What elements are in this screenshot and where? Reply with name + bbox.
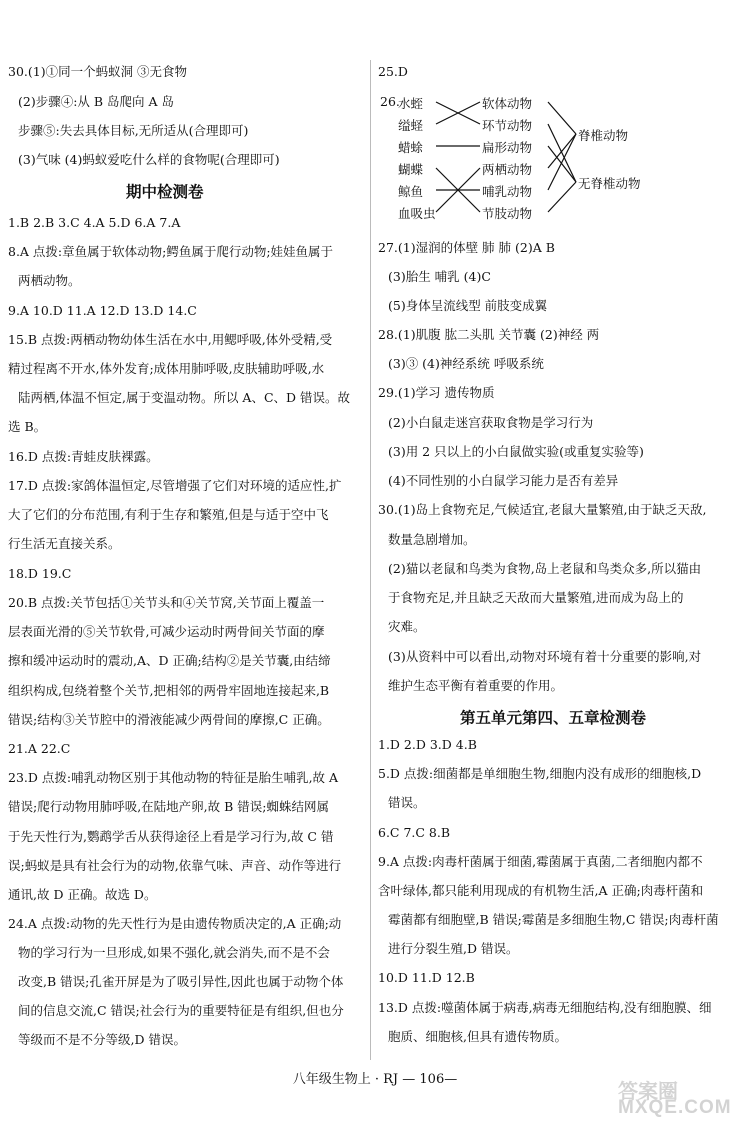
answer-line: 错误;爬行动物用肺呼吸,在陆地产卵,故 B 错误;蜘蛛结网属 [8,799,330,814]
watermark-url: MXQE.COM [618,1097,732,1118]
answer-line: (2)小白鼠走迷宫获取食物是学习行为 [388,415,594,430]
answer-line: 通讯,故 D 正确。故选 D。 [8,887,157,902]
answer-line: 5.D 点拨:细菌都是单细胞生物,细胞内没有成形的细胞核,D [378,766,702,781]
answer-line: 9.A 10.D 11.A 12.D 13.D 14.C [8,303,197,318]
q30-line1: 30.(1)①同一个蚂蚁洞 ③无食物 [8,64,188,79]
answer-line: 1.D 2.D 3.D 4.B [378,737,477,752]
answer-line: (3)从资料中可以看出,动物对环境有着十分重要的影响,对 [388,649,702,664]
answer-line: 等级而不是不分等级,D 错误。 [18,1032,186,1047]
answer-line: 18.D 19.C [8,566,72,581]
answer-line: (5)身体呈流线型 前肢变成翼 [388,298,548,313]
q26-animal-label: 蜡蜍 [398,140,424,155]
answer-line: 于食物充足,并且缺乏天敌而大量繁殖,进而成为岛上的 [388,590,684,605]
q26-animal-label: 蝴蝶 [398,162,424,177]
midterm-title: 期中检测卷 [126,182,204,201]
q26-group-label: 哺乳动物 [482,184,533,199]
answer-line: (3)胎生 哺乳 (4)C [388,269,491,284]
answer-line: 错误。 [388,795,426,810]
answer-line: 错误;结构③关节腔中的滑液能减少两骨间的摩擦,C 正确。 [8,712,330,727]
answer-line: 23.D 点拨:哺乳动物区别于其他动物的特征是胎生哺乳,故 A [8,770,339,785]
answer-line: (3)③ (4)神经系统 呼吸系统 [388,356,544,371]
answer-line: 1.B 2.B 3.C 4.A 5.D 6.A 7.A [8,215,181,230]
q30-line2: (2)步骤④:从 B 岛爬向 A 岛 [18,94,175,109]
q26-connector [548,124,576,182]
watermark-text: 答案圈 [618,1081,678,1103]
q26-connector [548,182,576,212]
answer-line: 数量急剧增加。 [388,532,476,547]
q26-group-label: 软体动物 [482,96,533,111]
column-divider [370,60,371,1060]
answer-line: 选 B。 [8,419,47,434]
unit-test-title: 第五单元第四、五章检测卷 [460,708,647,727]
answer-line: 两栖动物。 [18,273,81,288]
answer-line: 维护生态平衡有着重要的作用。 [388,678,564,693]
answer-line: 29.(1)学习 遗传物质 [378,385,495,400]
answer-line: 改变,B 错误;孔雀开屏是为了吸引异性,因此也属于动物个体 [18,974,344,989]
answer-line: 8.A 点拨:章鱼属于软体动物;鳄鱼属于爬行动物;娃娃鱼属于 [8,244,334,259]
answer-line: 16.D 点拨:青蛙皮肤裸露。 [8,449,159,464]
q26-group-label: 环节动物 [482,118,533,133]
answer-line: 间的信息交流,C 错误;社会行为的重要特征是有组织,但也分 [18,1003,344,1018]
answer-line: 9.A 点拨:肉毒杆菌属于细菌,霉菌属于真菌,二者细胞内都不 [378,854,703,869]
q26-connector-lines [378,92,738,232]
q26-group-label: 节肢动物 [482,206,533,221]
answer-line: 27.(1)湿润的体壁 肺 肺 (2)A B [378,240,555,255]
answer-line: 6.C 7.C 8.B [378,825,451,840]
answer-line: 于先天性行为,鹦鹉学舌从获得途径上看是学习行为,故 C 错 [8,829,334,844]
q26-group-label: 两栖动物 [482,162,533,177]
answer-line: 行生活无直接关系。 [8,536,121,551]
answer-line: 30.(1)岛上食物充足,气候适宜,老鼠大量繁殖,由于缺乏天敌, [378,502,707,517]
answer-line: 进行分裂生殖,D 错误。 [388,941,519,956]
answer-line: 陆两栖,体温不恒定,属于变温动物。所以 A、C、D 错误。故 [18,390,351,405]
q26-animal-label: 缢蛏 [398,118,424,133]
answer-line: 物的学习行为一旦形成,如果不强化,就会消失,而不是不会 [18,945,330,960]
answer-line: 13.D 点拨:噬菌体属于病毒,病毒无细胞结构,没有细胞膜、细 [378,1000,712,1015]
answer-line: 28.(1)肌腹 肱二头肌 关节囊 (2)神经 两 [378,327,600,342]
q26-label: 26. [380,94,400,109]
q26-matching-diagram [378,92,738,232]
answer-line: 20.B 点拨:关节包括①关节头和④关节窝,关节面上覆盖一 [8,595,325,610]
answer-line: 15.B 点拨:两栖动物幼体生活在水中,用鳃呼吸,体外受精,受 [8,332,333,347]
answer-line: 17.D 点拨:家鸽体温恒定,尽管增强了它们对环境的适应性,扩 [8,478,342,493]
answer-line: 胞质、细胞核,但具有遗传物质。 [388,1029,567,1044]
watermark-logo [618,1075,744,1120]
answer-line: 灾难。 [388,619,426,634]
answer-line: 擦和缓冲运动时的震动,A、D 正确;结构②是关节囊,由结缔 [8,653,331,668]
answer-line: 24.A 点拨:动物的先天性行为是由遗传物质决定的,A 正确;动 [8,916,342,931]
q26-class-label: 脊椎动物 [578,128,629,143]
q26-connector [548,102,576,134]
answer-line: 21.A 22.C [8,741,71,756]
q26-animal-label: 血吸虫 [398,206,436,221]
q26-group-label: 扁形动物 [482,140,533,155]
answer-line: 层表面光滑的⑤关节软骨,可减少运动时两骨间关节面的摩 [8,624,325,639]
answer-line: 组织构成,包绕着整个关节,把相邻的两骨牢固地连接起来,B [8,683,330,698]
q26-animal-label: 水蛭 [398,96,424,111]
answer-line: 精过程离不开水,体外发育;成体用肺呼吸,皮肤辅助呼吸,水 [8,361,325,376]
answer-line: (3)用 2 只以上的小白鼠做实验(或重复实验等) [388,444,644,459]
q30-line4: (3)气味 (4)蚂蚁爱吃什么样的食物呢(合理即可) [18,152,280,167]
q26-animal-label: 鲸鱼 [398,184,424,199]
page-footer: 八年级生物上 · RJ — 106— [292,1072,458,1087]
answer-line: 误;蚂蚁是具有社会行为的动物,依靠气味、声音、动作等进行 [8,858,342,873]
answer-line: 大了它们的分布范围,有利于生存和繁殖,但是与适于空中飞 [8,507,329,522]
answer-line: (2)猫以老鼠和鸟类为食物,岛上老鼠和鸟类众多,所以猫由 [388,561,702,576]
answer-line: 霉菌都有细胞壁,B 错误;霉菌是多细胞生物,C 错误;肉毒杆菌 [388,912,719,927]
q30-line3: 步骤⑤:失去具体目标,无所适从(合理即可) [18,123,249,138]
answer-line: 含叶绿体,都只能利用现成的有机物生活,A 正确;肉毒杆菌和 [378,883,704,898]
answer-line: (4)不同性别的小白鼠学习能力是否有差异 [388,473,619,488]
q25-answer: 25.D [378,64,408,79]
answer-line: 10.D 11.D 12.B [378,970,475,985]
q26-class-label: 无脊椎动物 [578,176,641,191]
